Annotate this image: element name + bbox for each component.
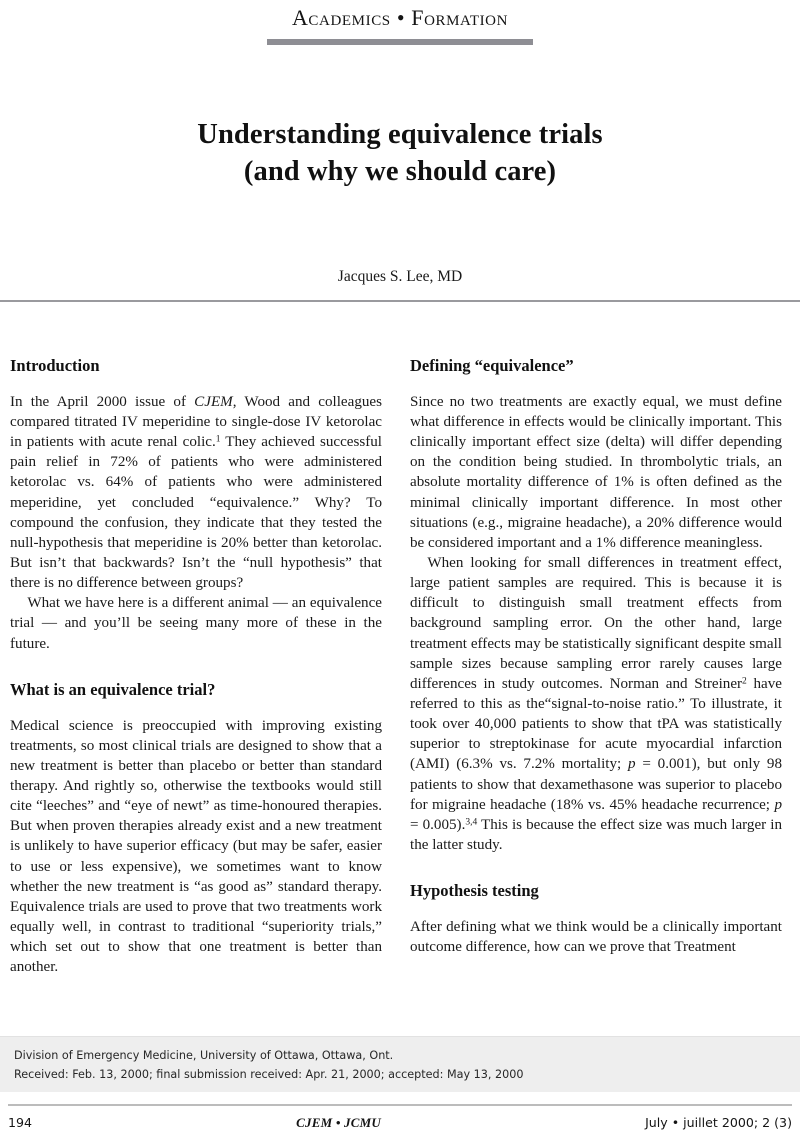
running-head-rule	[267, 39, 533, 45]
article-columns	[0, 356, 800, 977]
page-footer-row	[8, 1115, 792, 1131]
page-number: 194	[8, 1115, 33, 1130]
section-heading-what-is-an-equivalence-trial: What is an equivalence trial?	[10, 679, 216, 699]
page-title-line-1: Understanding equivalence trials	[197, 119, 603, 151]
footnote-affiliation: Division of Emergency Medicine, University of Ottawa, Ottawa, Ont.	[14, 1049, 394, 1062]
text-fragment: have referred to this as the“signal-to-noise ratio.” To illustrate, it took over 40,000 patients to show that tPA was statistically superior to streptokinase for acute myocardial infarction (AMI) (6.3% vs. 7.2% mortality;	[410, 675, 782, 773]
footnote-block	[0, 1036, 800, 1092]
journal-name-italic: CJEM	[194, 393, 233, 410]
issue-info: July • juillet 2000; 2 (3)	[645, 1115, 792, 1130]
running-head-text: Academics • Formation	[291, 5, 509, 30]
paragraph-introduction-2: What we have here is a different animal — an equivalence trial — and you’ll be seeing many more of these in the future.	[10, 595, 382, 652]
author-name: Jacques S. Lee, MD	[337, 268, 463, 286]
section-heading-introduction: Introduction	[10, 356, 100, 376]
byline-block	[0, 268, 800, 302]
page-footer-rule	[8, 1104, 792, 1106]
p-value-symbol: p	[774, 796, 782, 813]
title-block	[0, 117, 800, 190]
byline-rule	[0, 300, 800, 302]
page-footer	[0, 1104, 800, 1131]
section-heading-defining-equivalence: Defining “equivalence”	[410, 356, 574, 376]
paragraph-defining-equivalence-2	[410, 553, 782, 855]
running-head	[0, 0, 800, 45]
text-fragment: This is because the effect size was much larger in the latter study.	[410, 816, 783, 854]
text-fragment: , Wood and colleagues compared titrated IV meperidine to single-dose IV ketorolac in patients with acute renal colic.	[10, 393, 382, 451]
page-title-line-2: (and why we should care)	[243, 155, 557, 187]
paragraph-equivalence-trial-1: Medical science is preoccupied with improving existing treatments, so most clinical trials are designed to show that a new treatment is better than placebo or better than standard therapy. And rightly so, otherwise the textbooks would still cite “leeches” and “eye of newt” as time-honoured therapies. But when proven therapies already exist and a new treatment is unlikely to have superior efficacy (but may be safer, easier to use or less expensive), we sometimes want to know whether the new treatment is “as good as” standard therapy. Equivalence trials are used to prove that two treatments work equally well, in contrast to traditional “superiority trials,” which set out to show that one treatment is better than another.	[10, 717, 382, 976]
footnote-dates: Received: Feb. 13, 2000; final submission received: Apr. 21, 2000; accepted: May 13, 2000	[14, 1068, 524, 1082]
right-column	[410, 356, 782, 957]
text-fragment: When looking for small differences in treatment effect, large patient samples are required. This is because it is difficult to distinguish small treatment effects from background sampling error. On the other hand, large treatment effects may be statistically significant despite small sample sizes because sampling error rarely causes large differences in study outcomes. Norman and Streiner	[410, 555, 782, 692]
journal-abbreviation: CJEM • JCMU	[296, 1115, 381, 1130]
page-title	[90, 117, 710, 190]
text-fragment: They achieved successful pain relief in 72% of patients who were administered ketorolac vs. 64% of patients who were administered meperidine, yet concluded “equivalence.” Why? To compound the confusion, they indicate that they tested the null-hypothesis that meperidine is 20% better than ketorolac. But isn’t that backwards? Isn’t the “null hypothesis” that there is no difference between groups?	[10, 434, 382, 592]
text-fragment: In the April 2000 issue of	[10, 393, 195, 410]
text-fragment: = 0.005).	[410, 816, 466, 833]
paragraph-defining-equivalence-1: Since no two treatments are exactly equal, we must define what difference in effects would be clinically important. This clinically important effect size (delta) will differ depending on the condition being studied. In thrombolytic trials, an absolute mortality difference of 1% is often defined as the minimal clinically important difference. In most other situations (e.g., migraine headache), a 20% difference would be considered important and a 1% difference meaningless.	[410, 393, 782, 551]
reference-marker: 3,4	[465, 817, 478, 828]
text-fragment: = 0.001), but only 98 patients to show that dexamethasone was superior to placebo for migraine headache (18% vs. 45% headache recurrence;	[410, 756, 782, 813]
reference-marker: 2	[742, 676, 747, 687]
left-column	[10, 356, 382, 977]
section-heading-hypothesis-testing: Hypothesis testing	[410, 881, 539, 901]
p-value-symbol: p	[628, 756, 636, 773]
paragraph-introduction-1	[10, 392, 382, 593]
paragraph-hypothesis-testing-1: After defining what we think would be a clinically important outcome difference, how can we prove that Treatment	[410, 918, 782, 956]
reference-marker: 1	[215, 434, 221, 445]
